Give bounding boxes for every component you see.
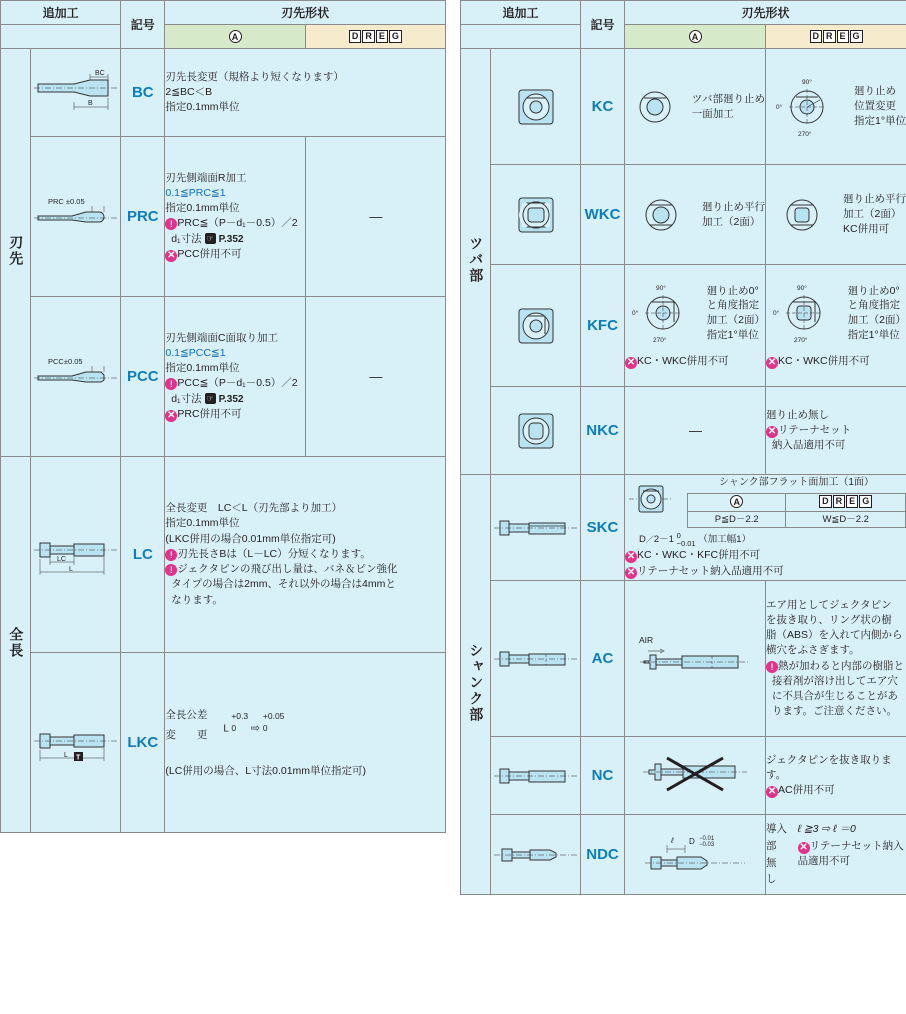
length-change-figure-icon [34, 529, 118, 581]
prohibited-icon: ✕ [626, 356, 636, 368]
prohibited-icon: ✕ [767, 425, 777, 437]
table-row-skc [461, 475, 906, 581]
caution-icon: ! [165, 549, 177, 561]
figure-kc-section [491, 49, 581, 165]
desc-pcc: 刃先側端面C面取り加工 0.1≦PCC≦1 指定0.1mm単位 ! PCC≦（P－d₁－0.5）／2 d₁寸法 ☞ P.352 ✕ PRC併用不可 [165, 297, 305, 457]
shank-no-lead-icon [494, 838, 578, 872]
prohibited-icon: ✕ [767, 356, 777, 368]
desc-nkc-dreg: 廻り止め無し ✕ リテーナセット 納入品適用不可 [766, 387, 906, 475]
desc-bc: 刃先長変更（規格より短くなります） 2≦BC＜B 指定0.1mm単位 [165, 49, 446, 137]
desc-nc-figure [625, 737, 766, 815]
prohibited-icon: ✕ [767, 786, 777, 798]
caution-icon: ! [165, 218, 177, 230]
header-col-dreg [305, 25, 445, 49]
symbol-lkc: LKC [121, 653, 165, 833]
symbol-kc: KC [581, 49, 625, 165]
badge-r-icon: R [362, 30, 375, 43]
left-column [0, 0, 446, 1014]
svg-text:B: B [87, 99, 93, 107]
flange-nkc-icon [514, 409, 558, 453]
table-row-lc [1, 457, 446, 653]
svg-text:270°: 270° [793, 336, 808, 344]
desc-ac-text: エア用としてジェクタピン を抜き取り、リング状の樹 脂（ABS）を入れて内側から 横穴をふさぎます。 ! 熱が加わると内部の樹脂と 接着剤が溶け出してエア穴 に不具合が生じることがあ ります。ご注意ください。 [766, 581, 906, 737]
ndc-lead-figure-icon [645, 833, 745, 877]
flange-wkc-a-icon [641, 195, 681, 235]
header-tip-shape-right: 刃先形状 [625, 1, 906, 25]
desc-ndc-figure [625, 815, 766, 895]
badge-a-icon: A [689, 30, 702, 43]
symbol-ac: AC [581, 581, 625, 737]
svg-text:D: D [689, 836, 695, 846]
prohibited-icon: ✕ [167, 250, 176, 262]
right-header-row-2 [461, 25, 906, 49]
desc-lc: 全長変更 LC＜L（刃先部より加工） 指定0.1mm単位 (LKC併用の場合0.01mm単位指定可) ! 刃先長さBは（L－LC）分短くなります。 ! ジェクタピンの飛び出し量は、バネ＆ピン強化 タイプの場合は2mm、それ以外の場合は4mmと なります。 [165, 457, 446, 653]
figure-wkc-section [491, 165, 581, 265]
svg-text:T: T [75, 754, 80, 761]
table-row-lkc [1, 653, 446, 833]
symbol-nkc: NKC [581, 387, 625, 475]
group-label-flange-text: ツバ部 [468, 236, 485, 284]
flange-kfc-icon [514, 304, 558, 348]
right-header-row-1 [461, 1, 906, 25]
prohibited-icon: ✕ [799, 842, 808, 854]
flange-wkc-dreg-icon [782, 195, 822, 235]
table-row-pcc [1, 297, 446, 457]
badge-d-icon: D [810, 30, 823, 43]
svg-text:−0.03: −0.03 [699, 841, 715, 848]
desc-prc: 刃先側端面R加工 0.1≦PRC≦1 指定0.1mm単位 ! PRC≦（P－d₁－0.5）／2 d₁寸法 ☞ P.352 ✕ PCC併用不可 [165, 137, 305, 297]
tip-chamfer-figure-icon [34, 354, 118, 400]
group-label-total-length [1, 457, 31, 833]
svg-text:90°: 90° [796, 284, 807, 292]
table-row-bc [1, 49, 446, 137]
svg-text:LC: LC [56, 555, 66, 563]
svg-text:0°: 0° [776, 103, 783, 111]
desc-kfc-a: 90° 0° 270° 廻り止め0° と角度指定 加工（2面） 指定1°単位 ✕ KC・WKC併用不可 [625, 265, 766, 387]
desc-skc: シャンク部フラット面加工（1面） A D R E G P≦D－2.2 W≦D－2.2 D／2－1 0 −0.01 （加工幅1） ✕ KC・WKC・KFC併用不可 ✕ リテーナセット納入品適用不可 [625, 475, 906, 581]
symbol-kfc: KFC [581, 265, 625, 387]
figure-ac-section [491, 581, 581, 737]
badge-r-icon: R [823, 30, 836, 43]
figure-lc [31, 457, 121, 653]
symbol-ndc: NDC [581, 815, 625, 895]
shank-flat-side-icon [494, 508, 578, 548]
table-row-wkc [461, 165, 906, 265]
shank-ac-figure-icon [640, 647, 750, 683]
header-col-a-right [625, 25, 766, 49]
caution-icon: ! [766, 661, 778, 673]
group-label-tip [1, 49, 31, 457]
desc-prc-dreg: — [305, 137, 445, 297]
svg-text:−0.01: −0.01 [699, 835, 715, 842]
table-row-ndc [461, 815, 906, 895]
symbol-nc: NC [581, 737, 625, 815]
desc-kc-dreg: 90° 0° 270° 廻り止め 位置変更 指定1°単位 [766, 49, 906, 165]
header-spacer [1, 25, 121, 49]
header-symbol: 記号 [121, 1, 165, 49]
symbol-skc: SKC [581, 475, 625, 581]
figure-ndc-section [491, 815, 581, 895]
table-row-nkc [461, 387, 906, 475]
symbol-lc: LC [121, 457, 165, 653]
group-label-tip-text: 刃先 [8, 235, 25, 267]
flange-kfc-dreg-angle-icon [773, 282, 835, 344]
flange-one-flat-icon [514, 85, 558, 129]
caution-icon: ! [165, 378, 177, 390]
badge-e-icon: E [837, 30, 849, 43]
svg-text:270°: 270° [652, 336, 667, 344]
tip-radius-figure-icon [34, 194, 118, 240]
desc-nc-text: ジェクタピンを抜き取ります。 ✕ AC併用不可 [766, 737, 906, 815]
left-spec-table [0, 0, 446, 833]
badge-e-icon: E [376, 30, 388, 43]
left-header-row-2 [1, 25, 446, 49]
table-row-kfc [461, 265, 906, 387]
figure-prc [31, 137, 121, 297]
prohibited-icon: ✕ [626, 551, 636, 563]
flange-kfc-a-angle-icon [632, 282, 694, 344]
table-row-ac [461, 581, 906, 737]
header-col-a [165, 25, 305, 49]
prohibited-icon: ✕ [626, 566, 636, 578]
symbol-bc: BC [121, 49, 165, 137]
desc-kc-a: ツバ部廻り止め 一面加工 [625, 49, 766, 165]
air-label: AIR [639, 635, 654, 646]
shank-flat-section-icon [625, 480, 679, 530]
shank-air-hole-icon [494, 639, 578, 679]
group-label-flange [461, 49, 491, 475]
desc-wkc-a: 廻り止め平行 加工（2面） [625, 165, 766, 265]
figure-nc-section [491, 737, 581, 815]
page-ref-arrow-icon: ☞ [206, 393, 214, 403]
desc-wkc-dreg: 廻り止め平行 加工（2面） KC併用可 [766, 165, 906, 265]
figure-pcc [31, 297, 121, 457]
symbol-prc: PRC [121, 137, 165, 297]
svg-text:90°: 90° [802, 78, 812, 86]
svg-text:ℓ: ℓ [671, 835, 674, 845]
flange-kc-a-icon [635, 87, 675, 127]
header-symbol-right: 記号 [581, 1, 625, 49]
figure-kfc-section [491, 265, 581, 387]
svg-text:0°: 0° [631, 309, 639, 317]
desc-ndc-text: 導入部 無 し ℓ ≧3 ⇨ ℓ ＝0 ✕ リテーナセット納入品適用不可 [766, 815, 906, 895]
desc-kfc-dreg: 90° 0° 270° 廻り止め0° と角度指定 加工（2面） 指定1°単位 ✕ KC・WKC併用不可 [766, 265, 906, 387]
length-tolerance-figure-icon [34, 721, 118, 765]
table-row-nc [461, 737, 906, 815]
svg-text:270°: 270° [798, 130, 812, 138]
header-col-dreg-right [766, 25, 906, 49]
symbol-pcc: PCC [121, 297, 165, 457]
left-header-row-1 [1, 1, 446, 25]
figure-nkc-section [491, 387, 581, 475]
svg-text:BC: BC [94, 69, 105, 77]
header-additional-machining-right: 追加工 [461, 1, 581, 25]
badge-a-icon: A [730, 495, 743, 508]
group-label-total-length-text: 全長 [8, 627, 25, 659]
badge-a-icon: A [229, 30, 242, 43]
flange-two-flat-icon [514, 193, 558, 237]
svg-text:0°: 0° [772, 309, 780, 317]
svg-text:PRC ±0.05: PRC ±0.05 [47, 196, 85, 206]
desc-lkc: 全長公差 変 更 L +0.3 0 ⇨ +0.05 0 (LC併用の場合、L寸法0.01mm単位指定可) [165, 653, 446, 833]
prohibited-icon: ✕ [167, 410, 176, 422]
svg-text:L: L [63, 751, 68, 759]
desc-ac-figure [625, 581, 766, 737]
header-additional-machining: 追加工 [1, 1, 121, 25]
figure-lkc [31, 653, 121, 833]
flange-kc-dreg-angle-icon [776, 76, 838, 138]
figure-bc [31, 49, 121, 137]
group-label-shank-text: シャンク部 [468, 643, 485, 723]
symbol-wkc: WKC [581, 165, 625, 265]
badge-g-icon: G [389, 30, 402, 43]
right-column [460, 0, 906, 1014]
desc-nkc-a: — [625, 387, 766, 475]
badge-g-icon: G [850, 30, 863, 43]
ejector-pin-removed-icon [643, 756, 747, 796]
table-row-kc [461, 49, 906, 165]
figure-skc-section [491, 475, 581, 581]
desc-pcc-dreg: — [305, 297, 445, 457]
page-ref-arrow-icon: ☞ [206, 233, 214, 243]
svg-text:L: L [68, 565, 73, 573]
header-tip-shape: 刃先形状 [165, 1, 446, 25]
header-spacer-right [461, 25, 581, 49]
shank-no-ejector-icon [494, 759, 578, 793]
right-spec-table [460, 0, 906, 895]
caution-icon: ! [165, 564, 177, 576]
tip-shorten-figure-icon [34, 64, 118, 122]
svg-text:90°: 90° [655, 284, 666, 292]
svg-text:PCC±0.05: PCC±0.05 [47, 356, 83, 366]
table-row-prc [1, 137, 446, 297]
badge-d-icon: D [349, 30, 362, 43]
group-label-shank [461, 475, 491, 895]
